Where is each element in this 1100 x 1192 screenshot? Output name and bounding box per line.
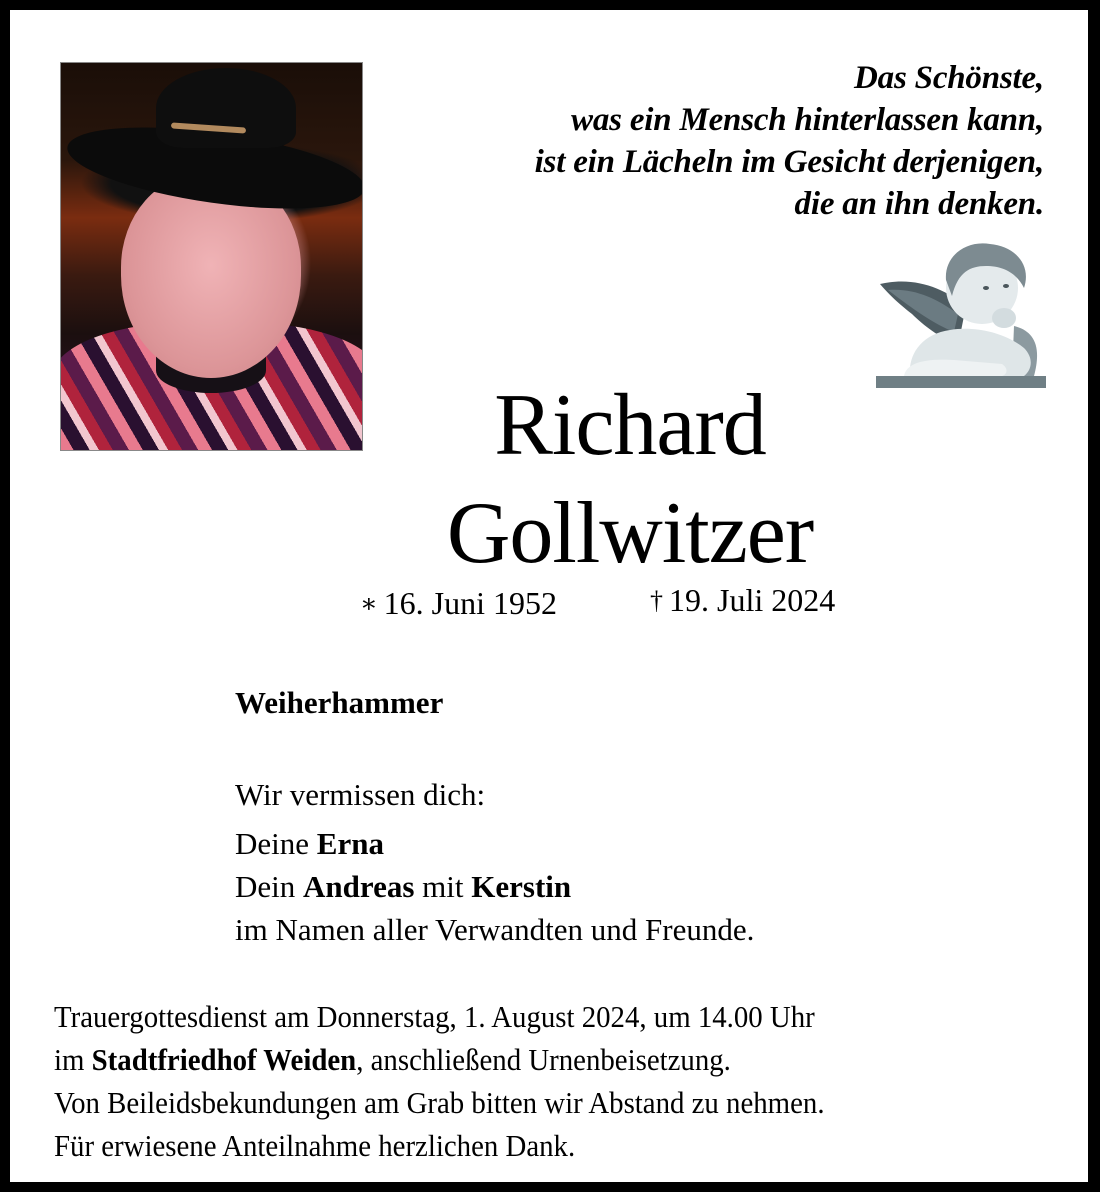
memorial-quote [535, 57, 1044, 225]
hometown: Weiherhammer [235, 685, 444, 720]
birth-date [360, 585, 557, 622]
notice-suffix: , anschließend Urnenbeisetzung. [356, 1042, 731, 1077]
family-member-name: Andreas [303, 869, 415, 904]
notice-line: Für erwiesene Anteilnahme herzlichen Dank. [54, 1128, 576, 1163]
quote-line: die an ihn denken. [794, 186, 1044, 222]
notice-prefix: im [54, 1042, 92, 1077]
cross-death-icon: † [650, 586, 663, 615]
angel-icon [874, 236, 1048, 390]
family-connector: mit [414, 869, 472, 904]
notice-line [54, 1038, 825, 1081]
asterisk-birth-icon: ∗ [360, 589, 378, 618]
deceased-name [390, 372, 870, 588]
family-line: im Namen aller Verwandten und Freunde. [235, 912, 755, 947]
birth-date-text: 16. Juni 1952 [383, 585, 558, 621]
funeral-notice [54, 995, 825, 1167]
family-line [235, 865, 754, 908]
notice-line: Von Beileidsbekundungen am Grab bitten wir Abstand zu nehmen. [54, 1085, 825, 1120]
cowboy-hat-crown [156, 68, 296, 148]
notice-line: Trauergottesdienst am Donnerstag, 1. August 2024, um 14.00 Uhr [54, 999, 815, 1034]
death-date [650, 582, 835, 619]
family-prefix: Dein [235, 869, 304, 904]
portrait-photo [60, 62, 363, 451]
family-line [235, 822, 754, 865]
cemetery-name: Stadtfriedhof Weiden [91, 1042, 357, 1077]
quote-line: was ein Mensch hinterlassen kann, [571, 102, 1044, 138]
death-date-text: 19. Juli 2024 [669, 582, 836, 618]
family-intro: Wir vermissen dich: [235, 777, 486, 812]
quote-line: ist ein Lächeln im Gesicht derjenigen, [534, 144, 1044, 180]
quote-line: Das Schönste, [854, 60, 1044, 96]
last-name: Gollwitzer [446, 485, 814, 582]
family-signatures [235, 773, 754, 951]
first-name: Richard [494, 377, 766, 474]
family-prefix: Deine [235, 826, 317, 861]
family-member-name: Erna [316, 826, 384, 861]
family-member-name: Kerstin [471, 869, 572, 904]
